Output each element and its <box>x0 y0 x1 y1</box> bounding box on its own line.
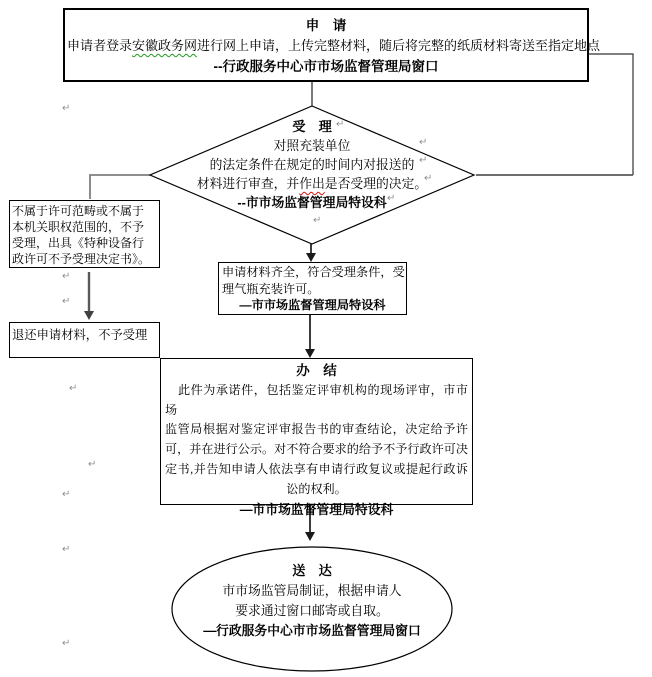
process-body-line: 定书,并告知申请人依法享有申请行政复议或提起行政诉 <box>165 461 468 476</box>
diamond-left-connector <box>90 175 150 199</box>
application-box[interactable] <box>63 8 601 82</box>
reject-line: 本机关职权范围的，不予 <box>12 220 145 234</box>
acceptance-line1: 对照充装单位 <box>273 138 351 153</box>
return-text: 退还申请材料，不予受理 <box>12 328 148 342</box>
process-body-line: 监管局根据对鉴定评审报告书的审查结论，决定给予许 <box>165 422 468 437</box>
reject-line: 受理，出具《特种设备行 <box>12 236 145 250</box>
paragraph-mark-icon: ↵ <box>62 638 71 649</box>
application-body-post: 进行网上申请，上传完整材料，随后将完整的纸质材料寄送至指定地点 <box>197 38 601 53</box>
application-title: 申 请 <box>305 18 347 33</box>
delivery-line1: 市市场监管局制证，根据申请人 <box>222 583 402 598</box>
acceptance-line3-post: 是否受理的决定。 <box>324 176 428 191</box>
accept-line1: 申请材料齐全，符合受理条件，受 <box>222 265 405 279</box>
process-title: 办 结 <box>296 363 337 378</box>
paragraph-mark-icon: ↵ <box>62 544 71 555</box>
paragraph-mark-icon: ↵ <box>69 383 78 394</box>
application-right-connector <box>589 54 633 175</box>
accept-line2: 理气瓶充装许可。 <box>222 281 320 296</box>
delivery-ellipse-text[interactable] <box>192 561 432 641</box>
acceptance-title: 受 理 <box>292 119 332 134</box>
delivery-arrowhead <box>305 532 315 541</box>
paragraph-mark-icon: ↵ <box>336 119 345 130</box>
application-footer: --行政服务中心市市场监督管理局窗口 <box>213 59 439 74</box>
process-footer: —市市场监督管理局特设科 <box>239 501 394 517</box>
acceptance-line3-spell-underlined: 作出 <box>299 176 325 191</box>
paragraph-mark-icon: ↵ <box>424 173 433 184</box>
accept-footer: —市市场监督管理局特设科 <box>239 298 386 312</box>
process-body-line: 可，并在进行公示。对不符合要求的给予不予行政许可决 <box>165 442 468 457</box>
reject-line: 不属于许可范畴或不属于 <box>12 204 145 218</box>
delivery-footer: —行政服务中心市市场监督管理局窗口 <box>203 623 421 638</box>
reject-line: 政许可不予受理决定书》。 <box>12 252 151 266</box>
paragraph-mark-icon: ↵ <box>313 215 322 226</box>
acceptance-arrowhead <box>306 253 316 262</box>
application-body-grammar-underlined: 安徽政务网 <box>132 38 198 53</box>
acceptance-footer: --市市场监督管理局特设科 <box>237 195 387 210</box>
paragraph-mark-icon: ↵ <box>387 193 396 204</box>
paragraph-mark-icon: ↵ <box>62 271 71 282</box>
return-box[interactable] <box>9 322 160 358</box>
accept-box[interactable] <box>218 262 407 315</box>
reject-arrowhead <box>84 311 94 320</box>
process-arrowhead <box>305 349 315 358</box>
acceptance-line3-pre: 材料进行审查，并 <box>196 176 300 191</box>
process-box[interactable] <box>160 358 473 517</box>
acceptance-line2: 的法定条件在规定的时间内对报送的 <box>209 157 415 172</box>
paragraph-mark-icon: ↵ <box>62 489 71 500</box>
delivery-line2: 要求通过窗口邮寄或自取。 <box>235 603 389 618</box>
paragraph-mark-icon: ↵ <box>419 137 428 148</box>
paragraph-mark-icon: ↵ <box>419 155 428 166</box>
process-body-line: 此件为承诺件，包括鉴定评审机构的现场评审，市市场 <box>165 382 468 417</box>
application-body-pre: 申请者登录 <box>67 38 133 53</box>
reject-box[interactable] <box>9 200 160 268</box>
paragraph-mark-icon: ↵ <box>62 296 71 307</box>
process-body-last-line: 讼的权利。 <box>286 481 347 496</box>
delivery-title: 送 达 <box>292 563 332 578</box>
application-body <box>67 35 601 54</box>
paragraph-mark-icon: ↵ <box>88 459 97 470</box>
paragraph-mark-icon: ↵ <box>62 103 71 114</box>
